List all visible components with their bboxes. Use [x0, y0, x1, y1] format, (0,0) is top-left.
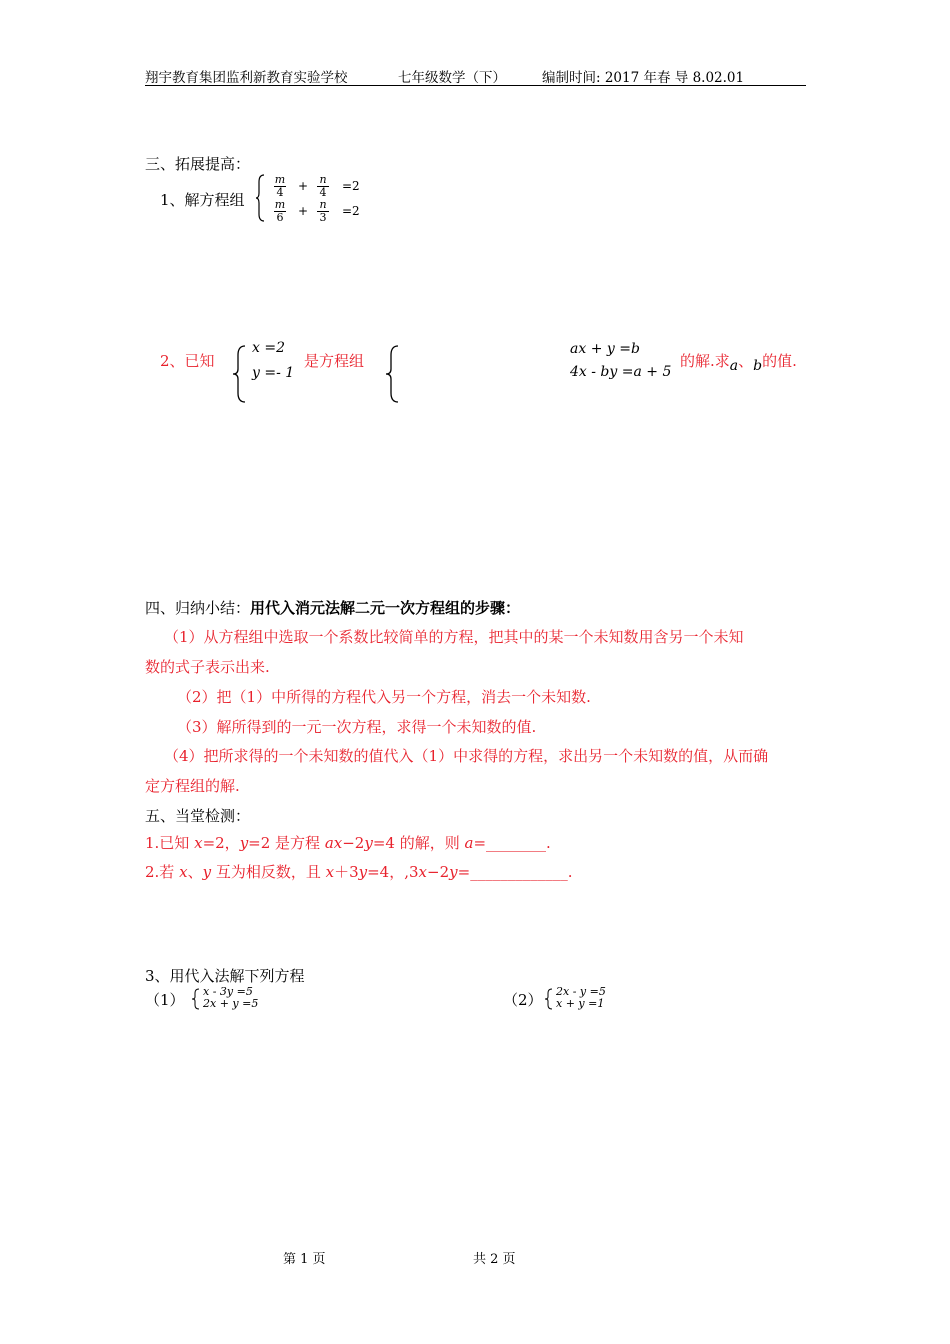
- header-rule: [145, 85, 806, 86]
- check-q2-t4: ＋3: [334, 863, 359, 881]
- q2-system-brace: [386, 345, 400, 403]
- problem-2-eq1: 2x - y =5: [556, 985, 606, 998]
- q2-solution-y: y =- 1: [252, 365, 295, 381]
- check-q2-x3: x: [418, 863, 428, 881]
- step4-line2: 定方程组的解.: [145, 777, 240, 795]
- q2-mid-text: 是方程组: [304, 352, 365, 370]
- check-q2-t6: −2: [427, 863, 450, 881]
- check-q1-a: a: [464, 834, 474, 852]
- q1-eq2-den1: 6: [276, 211, 284, 224]
- check-q2-t2: 、: [187, 863, 203, 881]
- q1-eq2-plus: +: [298, 204, 309, 218]
- check-q1-y2: y: [364, 834, 373, 852]
- header-school: 翔宇教育集团监利新教育实验学校: [145, 70, 348, 86]
- footer-total-pages: 共 2 页: [473, 1252, 516, 1267]
- check-q2-t3: 互为相反数，且: [211, 863, 326, 881]
- problem-1-eq2: 2x + y =5: [203, 997, 259, 1010]
- check-q2-y: y: [202, 863, 212, 881]
- q1-eq1-den2: 4: [319, 186, 327, 199]
- step4-line1: （4）把所求得的一个未知数的值代入（1）中求得的方程，求出另一个未知数的值，从而确: [164, 747, 769, 765]
- section4-title-prefix: 四、归纳小结：: [145, 599, 251, 617]
- q1-label: 1、解方程组: [160, 191, 245, 209]
- problem-1-eq1: x - 3y =5: [203, 985, 253, 998]
- q2-solution-x: x =2: [252, 340, 285, 356]
- header-date: 编制时间: 2017 年春 导 8.02.01: [542, 70, 745, 86]
- check-q2-x: x: [179, 863, 188, 881]
- q2-var-b: b: [753, 358, 763, 374]
- header-course: 七年级数学（下）: [398, 70, 506, 86]
- q2-tail-text-2: 的值.: [762, 352, 797, 370]
- check-q1-t5: =4 的解，则: [372, 834, 465, 852]
- q2-tail-text-1: 的解.求: [680, 352, 730, 370]
- q2-solution-brace: [233, 345, 247, 403]
- check-q2-t5: =4，,3: [367, 863, 419, 881]
- q1-eq2-num2: n: [319, 198, 327, 211]
- section3-title: 三、拓展提高：: [145, 155, 251, 173]
- q1-eq2-rhs: =2: [342, 204, 360, 218]
- q1-eq1-rhs: =2: [342, 179, 360, 193]
- q1-eq2-num1: m: [274, 198, 286, 211]
- check-q2-y2: y: [358, 863, 368, 881]
- q2-system-eq2: 4x - by =a + 5: [570, 364, 672, 380]
- check-q1-blank: =________.: [473, 834, 551, 852]
- step1-line2: 数的式子表示出来.: [145, 658, 270, 676]
- check-q1-t4: −2: [342, 834, 365, 852]
- q1-eq2-den2: 3: [319, 211, 327, 224]
- step3: （3）解所得到的一元一次方程，求得一个未知数的值.: [177, 718, 537, 736]
- check-q1-y: y: [239, 834, 249, 852]
- check-q1: [145, 832, 551, 853]
- check-q1-ax: ax: [324, 834, 343, 852]
- q2-tail: [680, 350, 797, 374]
- problem-1-brace: [192, 988, 200, 1010]
- q1-eq1-num2: n: [319, 173, 327, 186]
- q2-tail-sep: 、: [738, 352, 754, 370]
- q1-eq1-den1: 4: [276, 186, 284, 199]
- step1-line1: （1）从方程组中选取一个系数比较简单的方程，把其中的某一个未知数用含另一个未知: [164, 628, 744, 646]
- check-q2-x2: x: [325, 863, 335, 881]
- check-q2-y3: y: [449, 863, 458, 881]
- footer-page-number: 第 1 页: [283, 1252, 326, 1267]
- check-q2: [145, 861, 572, 882]
- problem-2-brace: [545, 988, 553, 1010]
- q2-label: 2、已知: [160, 352, 215, 370]
- q1-eq1-plus: +: [298, 179, 309, 193]
- section5-title: 五、当堂检测：: [145, 807, 251, 825]
- check-q1-t3: =2 是方程: [248, 834, 325, 852]
- problem-1-label: （1）: [145, 991, 185, 1009]
- q2-var-a: a: [729, 358, 739, 374]
- step2: （2）把（1）中所得的方程代入另一个方程，消去一个未知数.: [177, 688, 591, 706]
- q2-system-eq1: ax + y =b: [570, 341, 640, 357]
- check-q3-title: 3、用代入法解下列方程: [145, 967, 305, 985]
- problem-2-eq2: x + y =1: [556, 997, 605, 1010]
- q1-eq1-num1: m: [274, 173, 286, 186]
- q1-brace: [256, 174, 266, 222]
- section4-title-bold: 用代入消元法解二元一次方程组的步骤：: [250, 599, 521, 617]
- check-q1-x: x: [194, 834, 203, 852]
- check-q1-t2: =2，: [202, 834, 240, 852]
- check-q2-blank: =_____________.: [457, 863, 573, 881]
- section4-title: [145, 597, 520, 618]
- check-q1-t1: 1.已知: [145, 834, 195, 852]
- problem-2-label: （2）: [503, 991, 543, 1009]
- check-q2-t1: 2.若: [145, 863, 180, 881]
